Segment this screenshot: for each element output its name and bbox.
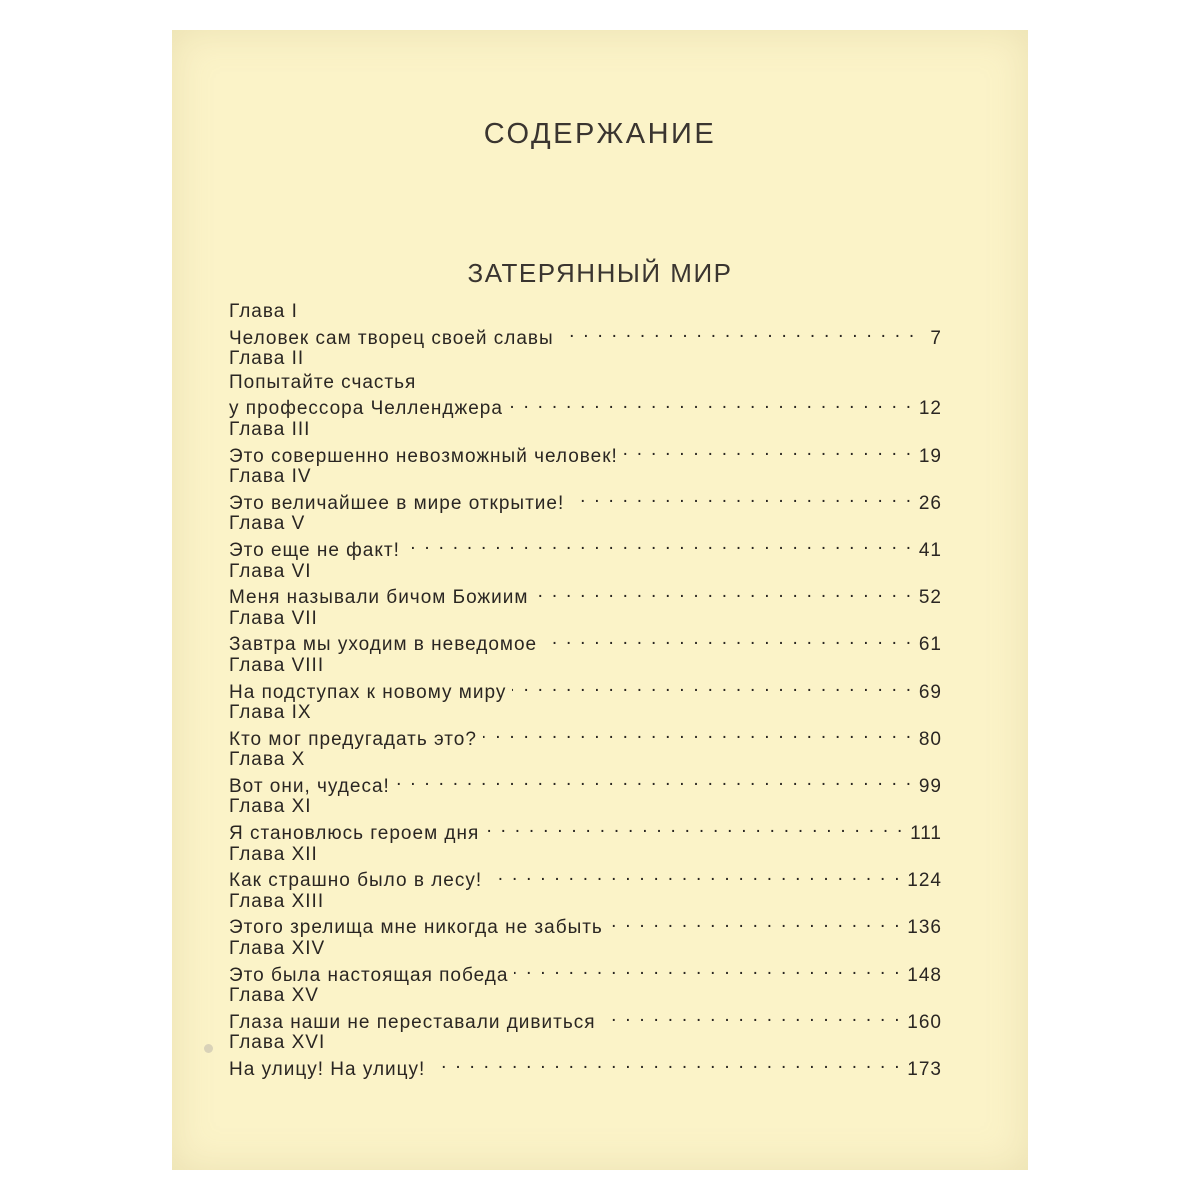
dot-leader bbox=[534, 583, 912, 603]
toc-entry[interactable] bbox=[229, 772, 942, 796]
chapter-label: Глава XI bbox=[229, 796, 312, 818]
dot-leader bbox=[488, 866, 901, 886]
page-number: 99 bbox=[918, 775, 942, 797]
page-number: 136 bbox=[907, 917, 942, 939]
toc-entry[interactable] bbox=[229, 583, 942, 607]
chapter-title: Я становлюсь героем дня bbox=[229, 823, 480, 845]
book-page bbox=[172, 30, 1028, 1170]
page-number: 173 bbox=[907, 1059, 942, 1080]
page-number: 7 bbox=[930, 327, 942, 349]
dot-leader bbox=[483, 725, 913, 745]
chapter-label: Глава XIII bbox=[229, 890, 325, 912]
chapter-title: Вот они, чудеса! bbox=[229, 775, 390, 797]
dot-leader bbox=[485, 819, 904, 839]
dot-leader bbox=[560, 324, 916, 344]
dot-leader bbox=[570, 489, 913, 509]
chapter-label: Глава IX bbox=[229, 702, 312, 724]
toc-entry[interactable] bbox=[229, 866, 942, 890]
chapter-label: Глава V bbox=[229, 513, 306, 535]
toc-entry[interactable] bbox=[229, 489, 942, 513]
page-number: 52 bbox=[918, 587, 942, 609]
chapter-title-line: Попытайте счастья bbox=[229, 371, 417, 393]
dot-leader bbox=[624, 442, 913, 462]
toc-entry[interactable] bbox=[229, 442, 942, 466]
chapter-label: Глава X bbox=[229, 749, 306, 771]
page-number: 61 bbox=[918, 634, 942, 656]
paper-stain bbox=[204, 1044, 213, 1053]
page-number: 19 bbox=[918, 445, 942, 467]
chapter-title: Это величайшее в мире открытие! bbox=[229, 492, 565, 514]
toc-entry[interactable] bbox=[229, 630, 942, 654]
toc-entry[interactable] bbox=[229, 1008, 942, 1032]
chapter-label: Глава VII bbox=[229, 607, 318, 629]
page-number: 80 bbox=[918, 728, 942, 750]
toc-entry[interactable] bbox=[229, 394, 942, 418]
dot-leader bbox=[602, 1008, 902, 1028]
dot-leader bbox=[512, 678, 913, 698]
chapter-title: у профессора Челленджера bbox=[229, 398, 503, 420]
chapter-label: Глава II bbox=[229, 348, 305, 370]
chapter-title: Человек сам творец своей славы bbox=[229, 327, 554, 349]
page-number: 12 bbox=[918, 398, 942, 420]
page-number: 148 bbox=[907, 964, 942, 986]
chapter-title: Завтра мы уходим в неведомое bbox=[229, 634, 538, 656]
page-number: 69 bbox=[918, 681, 942, 703]
chapter-title: Это была настоящая победа bbox=[229, 964, 509, 986]
chapter-label: Глава XVI bbox=[229, 1032, 326, 1054]
dot-leader bbox=[509, 394, 913, 414]
chapter-title: Этого зрелища мне никогда не забыть bbox=[229, 917, 603, 939]
chapter-label: Глава IV bbox=[229, 466, 312, 488]
toc-entry[interactable] bbox=[229, 913, 942, 937]
chapter-label: Глава XV bbox=[229, 985, 319, 1007]
dot-leader bbox=[609, 913, 901, 933]
dot-leader bbox=[396, 772, 913, 792]
toc-entry[interactable] bbox=[229, 725, 942, 749]
chapter-title: Это еще не факт! bbox=[229, 539, 400, 561]
chapter-title: Кто мог предугадать это? bbox=[229, 728, 477, 750]
dot-leader bbox=[406, 536, 913, 556]
dot-leader bbox=[543, 630, 913, 650]
chapter-title: Меня называли бичом Божиим bbox=[229, 587, 529, 609]
toc-entry[interactable] bbox=[229, 819, 942, 843]
chapter-label: Глава III bbox=[229, 418, 311, 440]
page-number: 124 bbox=[907, 870, 942, 892]
chapter-label: Глава I bbox=[229, 301, 298, 322]
chapter-label: Глава XIV bbox=[229, 938, 326, 960]
table-of-contents bbox=[229, 300, 942, 1079]
chapter-title: На улицу! На улицу! bbox=[229, 1059, 426, 1080]
toc-entry[interactable] bbox=[229, 1055, 942, 1079]
chapter-label: Глава VI bbox=[229, 560, 312, 582]
page-title: СОДЕРЖАНИЕ bbox=[483, 118, 717, 150]
chapter-title: Глаза наши не переставали дивиться bbox=[229, 1011, 596, 1033]
page-number: 111 bbox=[910, 823, 942, 845]
page-number: 160 bbox=[907, 1011, 942, 1033]
toc-entry[interactable] bbox=[229, 678, 942, 702]
chapter-title: Как страшно было в лесу! bbox=[229, 870, 483, 892]
page-number: 41 bbox=[918, 539, 942, 561]
chapter-label: Глава XII bbox=[229, 843, 318, 865]
toc-entry[interactable] bbox=[229, 536, 942, 560]
section-title: ЗАТЕРЯННЫЙ МИР bbox=[467, 258, 733, 288]
dot-leader bbox=[431, 1055, 901, 1075]
page-number: 26 bbox=[918, 492, 942, 514]
toc-entry[interactable] bbox=[229, 324, 942, 348]
chapter-label: Глава VIII bbox=[229, 654, 325, 676]
chapter-title: На подступах к новому миру bbox=[229, 681, 507, 703]
dot-leader bbox=[514, 961, 901, 981]
chapter-title: Это совершенно невозможный человек! bbox=[229, 445, 618, 467]
toc-entry[interactable] bbox=[229, 961, 942, 985]
